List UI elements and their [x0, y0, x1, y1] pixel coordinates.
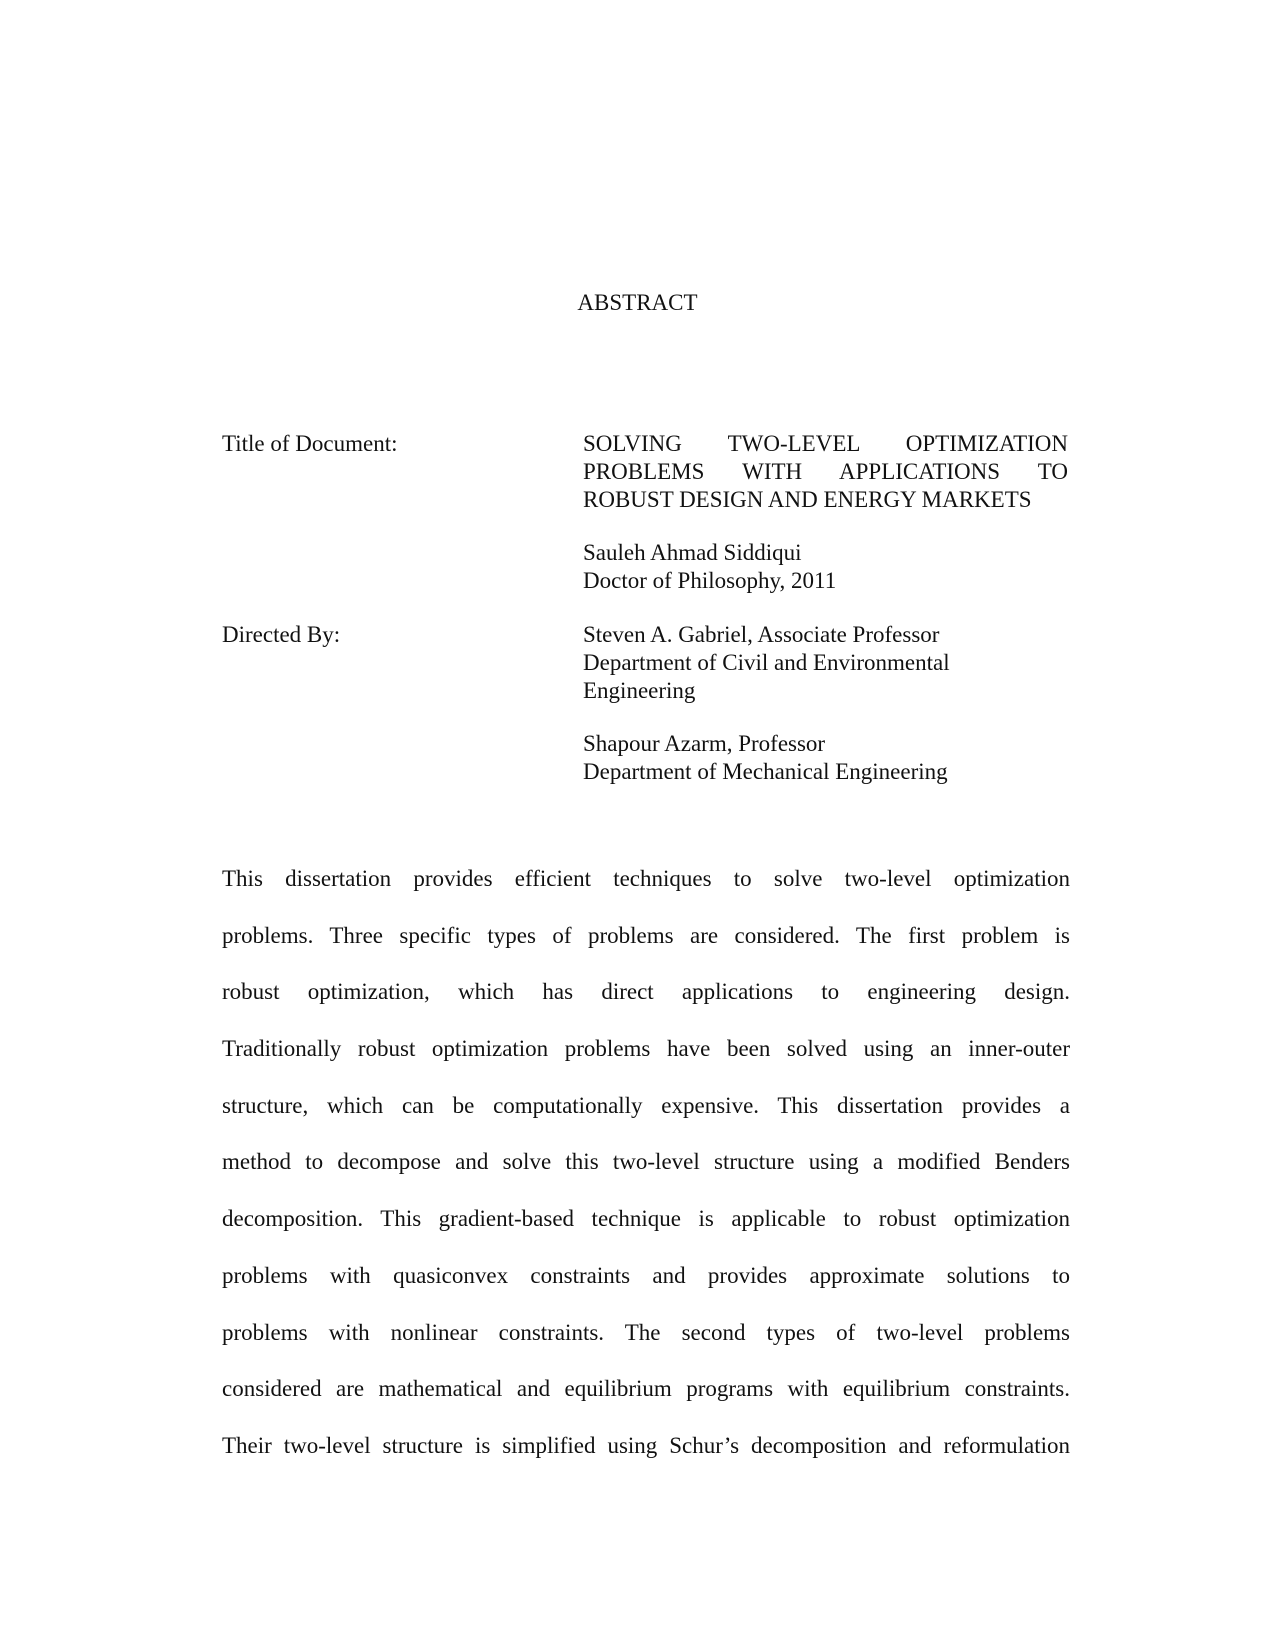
document-title — [583, 430, 1068, 514]
advisor-name: Shapour Azarm, Professor — [583, 731, 826, 756]
title-label: Title of Document: — [222, 431, 398, 456]
advisor-1 — [583, 621, 1068, 705]
abstract-heading: ABSTRACT — [577, 290, 698, 315]
abstract-body — [222, 866, 1070, 1490]
abstract-line: Traditionally robust optimization problems have been solved using an inner-outer — [222, 1036, 1070, 1062]
abstract-line: problems. Three specific types of problems are considered. The first problem is — [222, 922, 1070, 948]
advisor-department: Department of Mechanical Engineering — [583, 759, 948, 784]
advisor-2 — [583, 730, 1068, 786]
abstract-line: problems with nonlinear constraints. The second types of two-level problems — [222, 1319, 1070, 1345]
author-name: Sauleh Ahmad Siddiqui — [583, 540, 802, 565]
abstract-line: robust optimization, which has direct applications to engineering design. — [222, 979, 1070, 1005]
directed-by-label: Directed By: — [222, 622, 341, 647]
abstract-line: problems with quasiconvex constraints and provides approximate solutions to — [222, 1262, 1070, 1288]
abstract-line: decomposition. This gradient-based technique is applicable to robust optimization — [222, 1206, 1070, 1232]
title-line: PROBLEMS WITH APPLICATIONS TO — [583, 459, 1068, 484]
title-line: SOLVING TWO-LEVEL OPTIMIZATION — [583, 431, 1068, 456]
author-block — [583, 539, 1068, 595]
advisor-name: Steven A. Gabriel, Associate Professor — [583, 622, 940, 647]
abstract-line: considered are mathematical and equilibrium programs with equilibrium constraints. — [222, 1376, 1070, 1402]
title-line: ROBUST DESIGN AND ENERGY MARKETS — [583, 487, 1032, 512]
abstract-line: This dissertation provides efficient techniques to solve two-level optimization — [222, 866, 1070, 891]
degree-year: Doctor of Philosophy, 2011 — [583, 568, 837, 593]
abstract-line: Their two-level structure is simplified using Schur’s decomposition and reformulation — [222, 1432, 1070, 1458]
abstract-line: method to decompose and solve this two-level structure using a modified Benders — [222, 1149, 1070, 1175]
abstract-line: structure, which can be computationally expensive. This dissertation provides a — [222, 1092, 1070, 1118]
advisor-department: Engineering — [583, 678, 696, 703]
advisor-department: Department of Civil and Environmental — [583, 650, 950, 675]
